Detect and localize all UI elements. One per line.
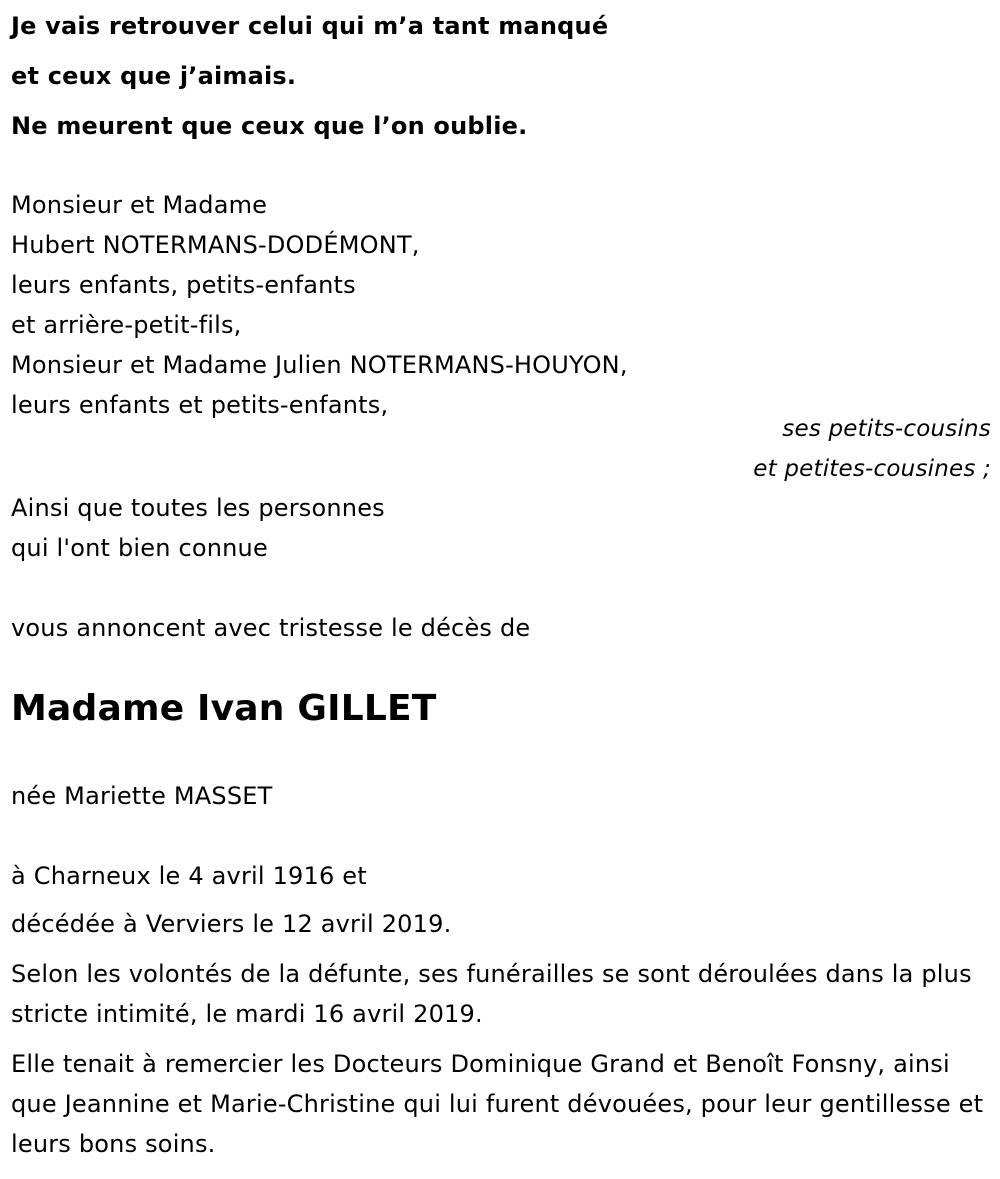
family-line-3: leurs enfants, petits-enfants	[11, 271, 356, 299]
family-line-6: leurs enfants et petits-enfants,	[11, 391, 389, 419]
thanks-paragraph: Elle tenait à remercier les Docteurs Dominique Grand et Benoît Fonsny, ainsi que Jeannine et Marie-Christine qui lui furent dévouées, pour leur gentillesse et leurs bons soins.	[11, 1050, 984, 1158]
funeral-paragraph: Selon les volontés de la défunte, ses funérailles se sont déroulées dans la plus stricte intimité, le mardi 16 avril 2019.	[11, 960, 972, 1028]
family-line-2: Hubert NOTERMANS-DODÉMONT,	[11, 231, 420, 259]
announcement-text: vous annoncent avec tristesse le décès de	[11, 614, 531, 642]
cousins-line-2: et petites-cousines ;	[753, 456, 991, 482]
maiden-name: née Mariette MASSET	[11, 782, 273, 810]
birth-line: à Charneux le 4 avril 1916 et	[11, 862, 367, 890]
family-line-1: Monsieur et Madame	[11, 191, 268, 219]
others-line-1: Ainsi que toutes les personnes	[11, 494, 385, 522]
family-line-5: Monsieur et Madame Julien NOTERMANS-HOUYON,	[11, 351, 628, 379]
family-line-4: et arrière-petit-fils,	[11, 311, 242, 339]
quote-line-3: Ne meurent que ceux que l’on oublie.	[11, 112, 528, 140]
cousins-line-1: ses petits-cousins	[782, 416, 991, 442]
quote-line-1: Je vais retrouver celui qui m’a tant manqué	[11, 12, 609, 40]
deceased-name: Madame Ivan GILLET	[11, 688, 437, 729]
quote-line-2: et ceux que j’aimais.	[11, 62, 297, 90]
death-line: décédée à Verviers le 12 avril 2019.	[11, 910, 452, 938]
others-line-2: qui l'ont bien connue	[11, 534, 268, 562]
